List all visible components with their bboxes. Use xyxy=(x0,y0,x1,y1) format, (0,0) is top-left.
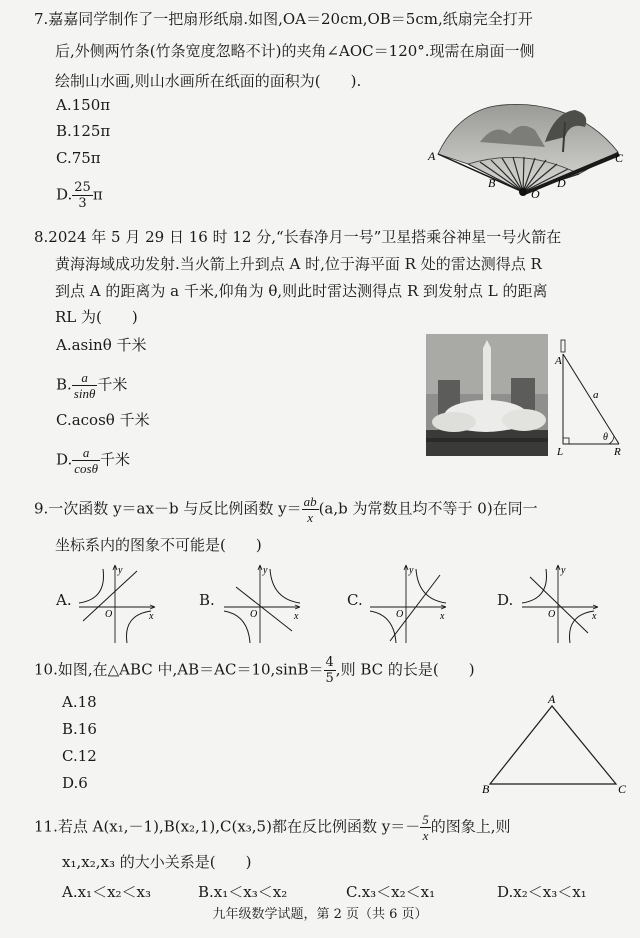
q11-stem-line2: x₁,x₂,x₃ 的大小关系是( ) xyxy=(62,853,252,871)
q9-stem-line1 xyxy=(34,494,538,525)
q9-graph-c-line xyxy=(390,575,440,641)
q11-option-a: A.x₁＜x₂＜x₃ xyxy=(62,883,152,901)
q11-stem-line1-b: 的图象上,则 xyxy=(430,817,511,836)
q9-graph-c xyxy=(366,561,451,646)
q11-option-c: C.x₃＜x₂＜x₁ xyxy=(346,883,436,901)
q11-option-b: B.x₁＜x₃＜x₂ xyxy=(198,883,288,901)
fan-label-O: O xyxy=(531,187,540,201)
diagram-label-a: a xyxy=(593,389,599,401)
q11-fraction-numerator: 5 xyxy=(422,812,429,827)
fan-label-B: B xyxy=(488,176,496,190)
fan-label-A: A xyxy=(428,149,436,163)
q11-option-d: D.x₂＜x₃＜x₁ xyxy=(497,883,587,901)
q9-graph-b xyxy=(220,561,305,646)
rocket-launch-photo xyxy=(426,334,548,456)
fan-label-D: D xyxy=(557,176,566,190)
q9-option-b-label: B. xyxy=(199,591,215,609)
q7-option-d-prefix: D. xyxy=(56,185,73,204)
triangle-abc-figure xyxy=(478,694,630,798)
q7-option-b: B.125π xyxy=(56,122,111,140)
triangle-label-C: C xyxy=(618,782,627,796)
q9-graph-d-x: x xyxy=(592,611,597,622)
diagram-label-A: A xyxy=(555,355,562,367)
q8-stem-line4: RL 为( ) xyxy=(55,308,138,326)
fan-pivot xyxy=(519,188,527,196)
radar-triangle-diagram xyxy=(553,336,628,458)
q9-option-d-label: D. xyxy=(497,591,514,609)
q8-stem-line3: 到点 A 的距离为 a 千米,仰角为 θ,则此时雷达测得点 R 到发射点 L 的距离 xyxy=(55,282,548,300)
q10-stem-fraction xyxy=(324,655,336,686)
q9-graph-b-hyperbola-1 xyxy=(270,569,300,603)
q9-graph-d-line xyxy=(530,577,588,633)
diagram-label-L: L xyxy=(557,446,564,458)
q10-option-d: D.6 xyxy=(62,774,88,792)
q7-option-d-denominator: 3 xyxy=(78,196,87,211)
q10-stem-line1-a: 10.如图,在△ABC 中,AB＝AC＝10,sinB＝ xyxy=(34,660,324,679)
launch-ship-hull xyxy=(426,430,548,456)
q8-stem-line1: 8.2024 年 5 月 29 日 16 时 12 分,“长春净月一号”卫星搭乘谷神星一号火箭在 xyxy=(34,228,562,246)
q7-option-a: A.150π xyxy=(56,96,111,114)
q9-graph-a-hyperbola-2 xyxy=(127,611,152,643)
q8-option-b-prefix: B. xyxy=(56,375,72,394)
q7-option-d-numerator: 25 xyxy=(74,180,91,195)
q11-stem-fraction xyxy=(420,812,431,843)
q9-graph-b-x: x xyxy=(294,611,299,622)
fan-figure xyxy=(425,92,630,204)
q8-option-b-fraction xyxy=(72,370,98,401)
q9-graph-c-hyperbola-1 xyxy=(416,569,446,603)
q11-stem-line1-a: 11.若点 A(x₁,－1),B(x₂,1),C(x₃,5)都在反比例函数 y＝－ xyxy=(34,817,421,836)
q8-option-d-denominator: cosθ xyxy=(74,461,98,476)
q9-fraction-numerator: ab xyxy=(303,494,317,509)
q7-stem-line2: 后,外侧两竹条(竹条宽度忽略不计)的夹角∠AOC＝120°.现需在扇面一侧 xyxy=(55,42,535,60)
right-angle-mark xyxy=(563,438,569,444)
triangle-label-B: B xyxy=(482,782,490,796)
q7-option-d xyxy=(56,180,103,211)
q9-stem-fraction xyxy=(302,494,319,525)
q9-graph-d-y: y xyxy=(561,565,566,576)
q9-graph-d-hyperbola-1 xyxy=(522,569,547,603)
q9-graph-b-y: y xyxy=(263,565,268,576)
q7-option-d-suffix: π xyxy=(92,185,103,204)
diagram-label-R: R xyxy=(614,446,621,458)
q9-graph-a xyxy=(75,561,160,646)
q11-fraction-denominator: x xyxy=(422,828,429,843)
q9-graph-b-origin: O xyxy=(250,609,258,620)
q11-stem-line1 xyxy=(34,812,510,843)
triangle-label-A: A xyxy=(548,694,556,706)
q10-fraction-numerator: 4 xyxy=(325,655,334,670)
q8-option-d-numerator: a xyxy=(72,445,100,461)
q9-fraction-denominator: x xyxy=(307,510,313,525)
q9-stem-line2: 坐标系内的图象不可能是( ) xyxy=(55,536,262,554)
q9-graph-c-x: x xyxy=(440,611,445,622)
q9-option-a-label: A. xyxy=(56,591,72,609)
q8-option-b-suffix: 千米 xyxy=(97,375,128,394)
q9-graph-d xyxy=(518,561,603,646)
q9-option-c-label: C. xyxy=(347,591,363,609)
q9-graph-a-x: x xyxy=(149,611,154,622)
q8-option-d xyxy=(56,445,130,476)
q8-option-b-denominator: sinθ xyxy=(73,386,96,401)
q8-option-d-fraction xyxy=(72,445,100,476)
q9-graph-c-origin: O xyxy=(396,609,404,620)
q10-option-b: B.16 xyxy=(62,720,97,738)
fan-label-C: C xyxy=(615,151,624,165)
q10-option-c: C.12 xyxy=(62,747,97,765)
diagram-label-theta: θ xyxy=(603,432,608,443)
q7-stem-line1: 7.嘉嘉同学制作了一把扇形纸扇.如图,OA＝20cm,OB＝5cm,纸扇完全打开 xyxy=(34,10,533,28)
q8-option-b xyxy=(56,370,127,401)
q8-option-b-numerator: a xyxy=(72,370,98,386)
q9-graph-b-hyperbola-2 xyxy=(224,611,250,643)
q10-option-a: A.18 xyxy=(62,693,97,711)
q8-option-d-suffix: 千米 xyxy=(99,450,130,469)
q10-stem-line1-b: ,则 BC 的长是( ) xyxy=(335,660,475,679)
q9-graph-c-y: y xyxy=(409,565,414,576)
q7-option-d-fraction xyxy=(72,180,93,211)
q10-stem-line1 xyxy=(34,655,475,686)
q8-option-d-prefix: D. xyxy=(56,450,73,469)
q9-graph-d-origin: O xyxy=(548,609,556,620)
page-footer: 九年级数学试题，第 2 页（共 6 页） xyxy=(212,907,428,922)
rocket-body xyxy=(483,348,491,408)
q9-graph-a-y: y xyxy=(118,565,123,576)
q8-stem-line2: 黄海海域成功发射.当火箭上升到点 A 时,位于海平面 R 处的雷达测得点 R xyxy=(55,255,542,273)
rocket-marker xyxy=(561,340,565,352)
q7-option-c: C.75π xyxy=(56,149,101,167)
q8-option-a: A.asinθ 千米 xyxy=(56,336,147,354)
triangle-abc xyxy=(490,706,616,784)
angle-theta-arc xyxy=(609,436,614,444)
q9-graph-a-hyperbola-1 xyxy=(79,569,104,603)
q9-graph-a-origin: O xyxy=(105,609,113,620)
q9-stem-line1-a: 9.一次函数 y＝ax－b 与反比例函数 y＝ xyxy=(34,499,302,518)
q10-fraction-denominator: 5 xyxy=(325,671,334,686)
q8-option-c: C.acosθ 千米 xyxy=(56,411,150,429)
q9-stem-line1-b: (a,b 为常数且均不等于 0)在同一 xyxy=(318,499,538,518)
q7-stem-line3: 绘制山水画,则山水画所在纸面的面积为( ). xyxy=(55,72,362,90)
